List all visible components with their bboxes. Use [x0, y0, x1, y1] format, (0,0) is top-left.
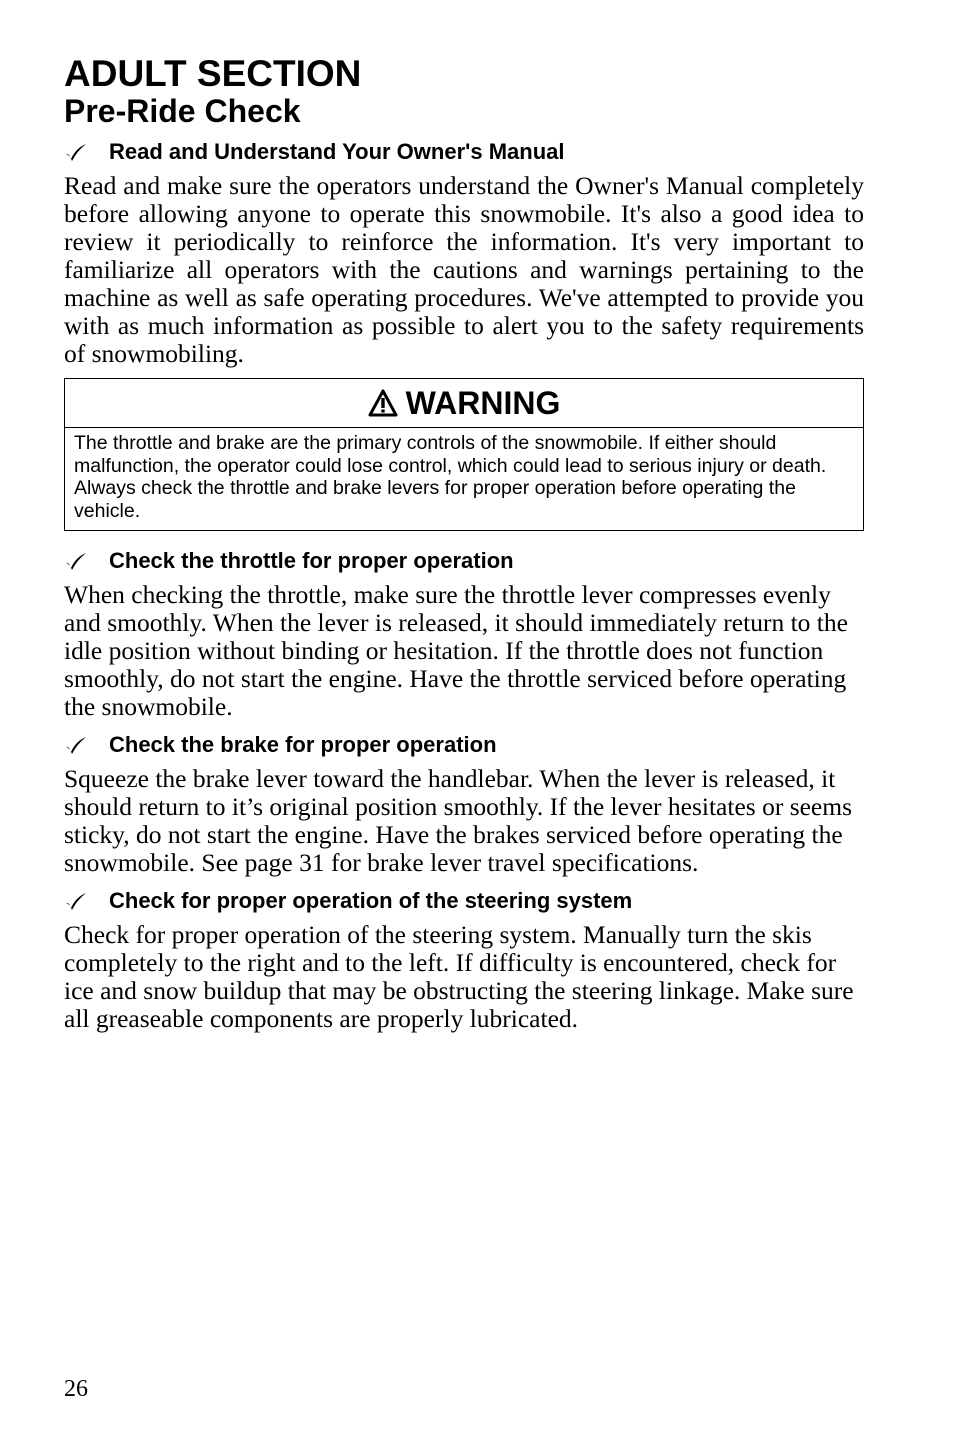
section-heading-text: Check the brake for proper operation	[109, 732, 497, 757]
warning-title: WARNING	[405, 384, 561, 421]
section-heading-text: Check the throttle for proper operation	[109, 548, 514, 573]
checkmark-icon	[64, 142, 88, 162]
warning-text: The throttle and brake are the primary controls of the snowmobile. If either should malfunction, the operator could lose control, which could lead to serious injury or death. Always check the throttle and brake levers for proper operation before operating the vehicle.	[74, 432, 827, 522]
section-body-brake: Squeeze the brake lever toward the handlebar. When the lever is released, it should return to it’s original position smoothly. If the lever hesitates or seems sticky, do not start the engine. Have the brakes serviced before operating the snowmobile. See page 31 for brake lever travel specifications.	[64, 764, 853, 877]
page-number: 26	[64, 1376, 88, 1402]
warning-header	[65, 379, 863, 428]
section-heading-throttle	[64, 547, 864, 575]
checkmark-icon	[64, 551, 88, 571]
section-heading-steering	[64, 887, 864, 915]
checkmark-icon	[64, 891, 88, 911]
section-body-throttle: When checking the throttle, make sure the throttle lever compresses evenly and smoothly. When the lever is released, it should immediately return to the idle position without binding or hesitation. If the throttle does not function smoothly, do not start the engine. Have the throttle serviced before operating the snowmobile.	[64, 580, 848, 721]
section-heading-manual	[64, 138, 864, 166]
section-heading-brake	[64, 731, 864, 759]
section-body-steering: Check for proper operation of the steering system. Manually turn the skis completely to the right and to the left. If difficulty is encountered, check for ice and snow buildup that may be obstructing the steering linkage. Make sure all greaseable components are properly lubricated.	[64, 920, 854, 1033]
page-subtitle: Pre-Ride Check	[64, 93, 301, 129]
warning-box	[64, 378, 864, 531]
page-title: ADULT SECTION	[64, 53, 362, 94]
section-heading-text: Read and Understand Your Owner's Manual	[109, 139, 565, 164]
page-content	[64, 54, 864, 1043]
section-body-manual: Read and make sure the operators understand the Owner's Manual completely before allowing anyone to operate this snowmobile. It's also a good idea to review it periodically to reinforce the information. It's very important to familiarize all operators with the cautions and warnings pertaining to the machine as well as safe operating procedures. We've attempted to provide you with as much information as possible to alert you to the safety requirements of snowmobiling.	[64, 171, 864, 368]
checkmark-icon	[64, 735, 88, 755]
warning-triangle-icon	[368, 389, 398, 417]
section-heading-text: Check for proper operation of the steering system	[109, 888, 633, 913]
